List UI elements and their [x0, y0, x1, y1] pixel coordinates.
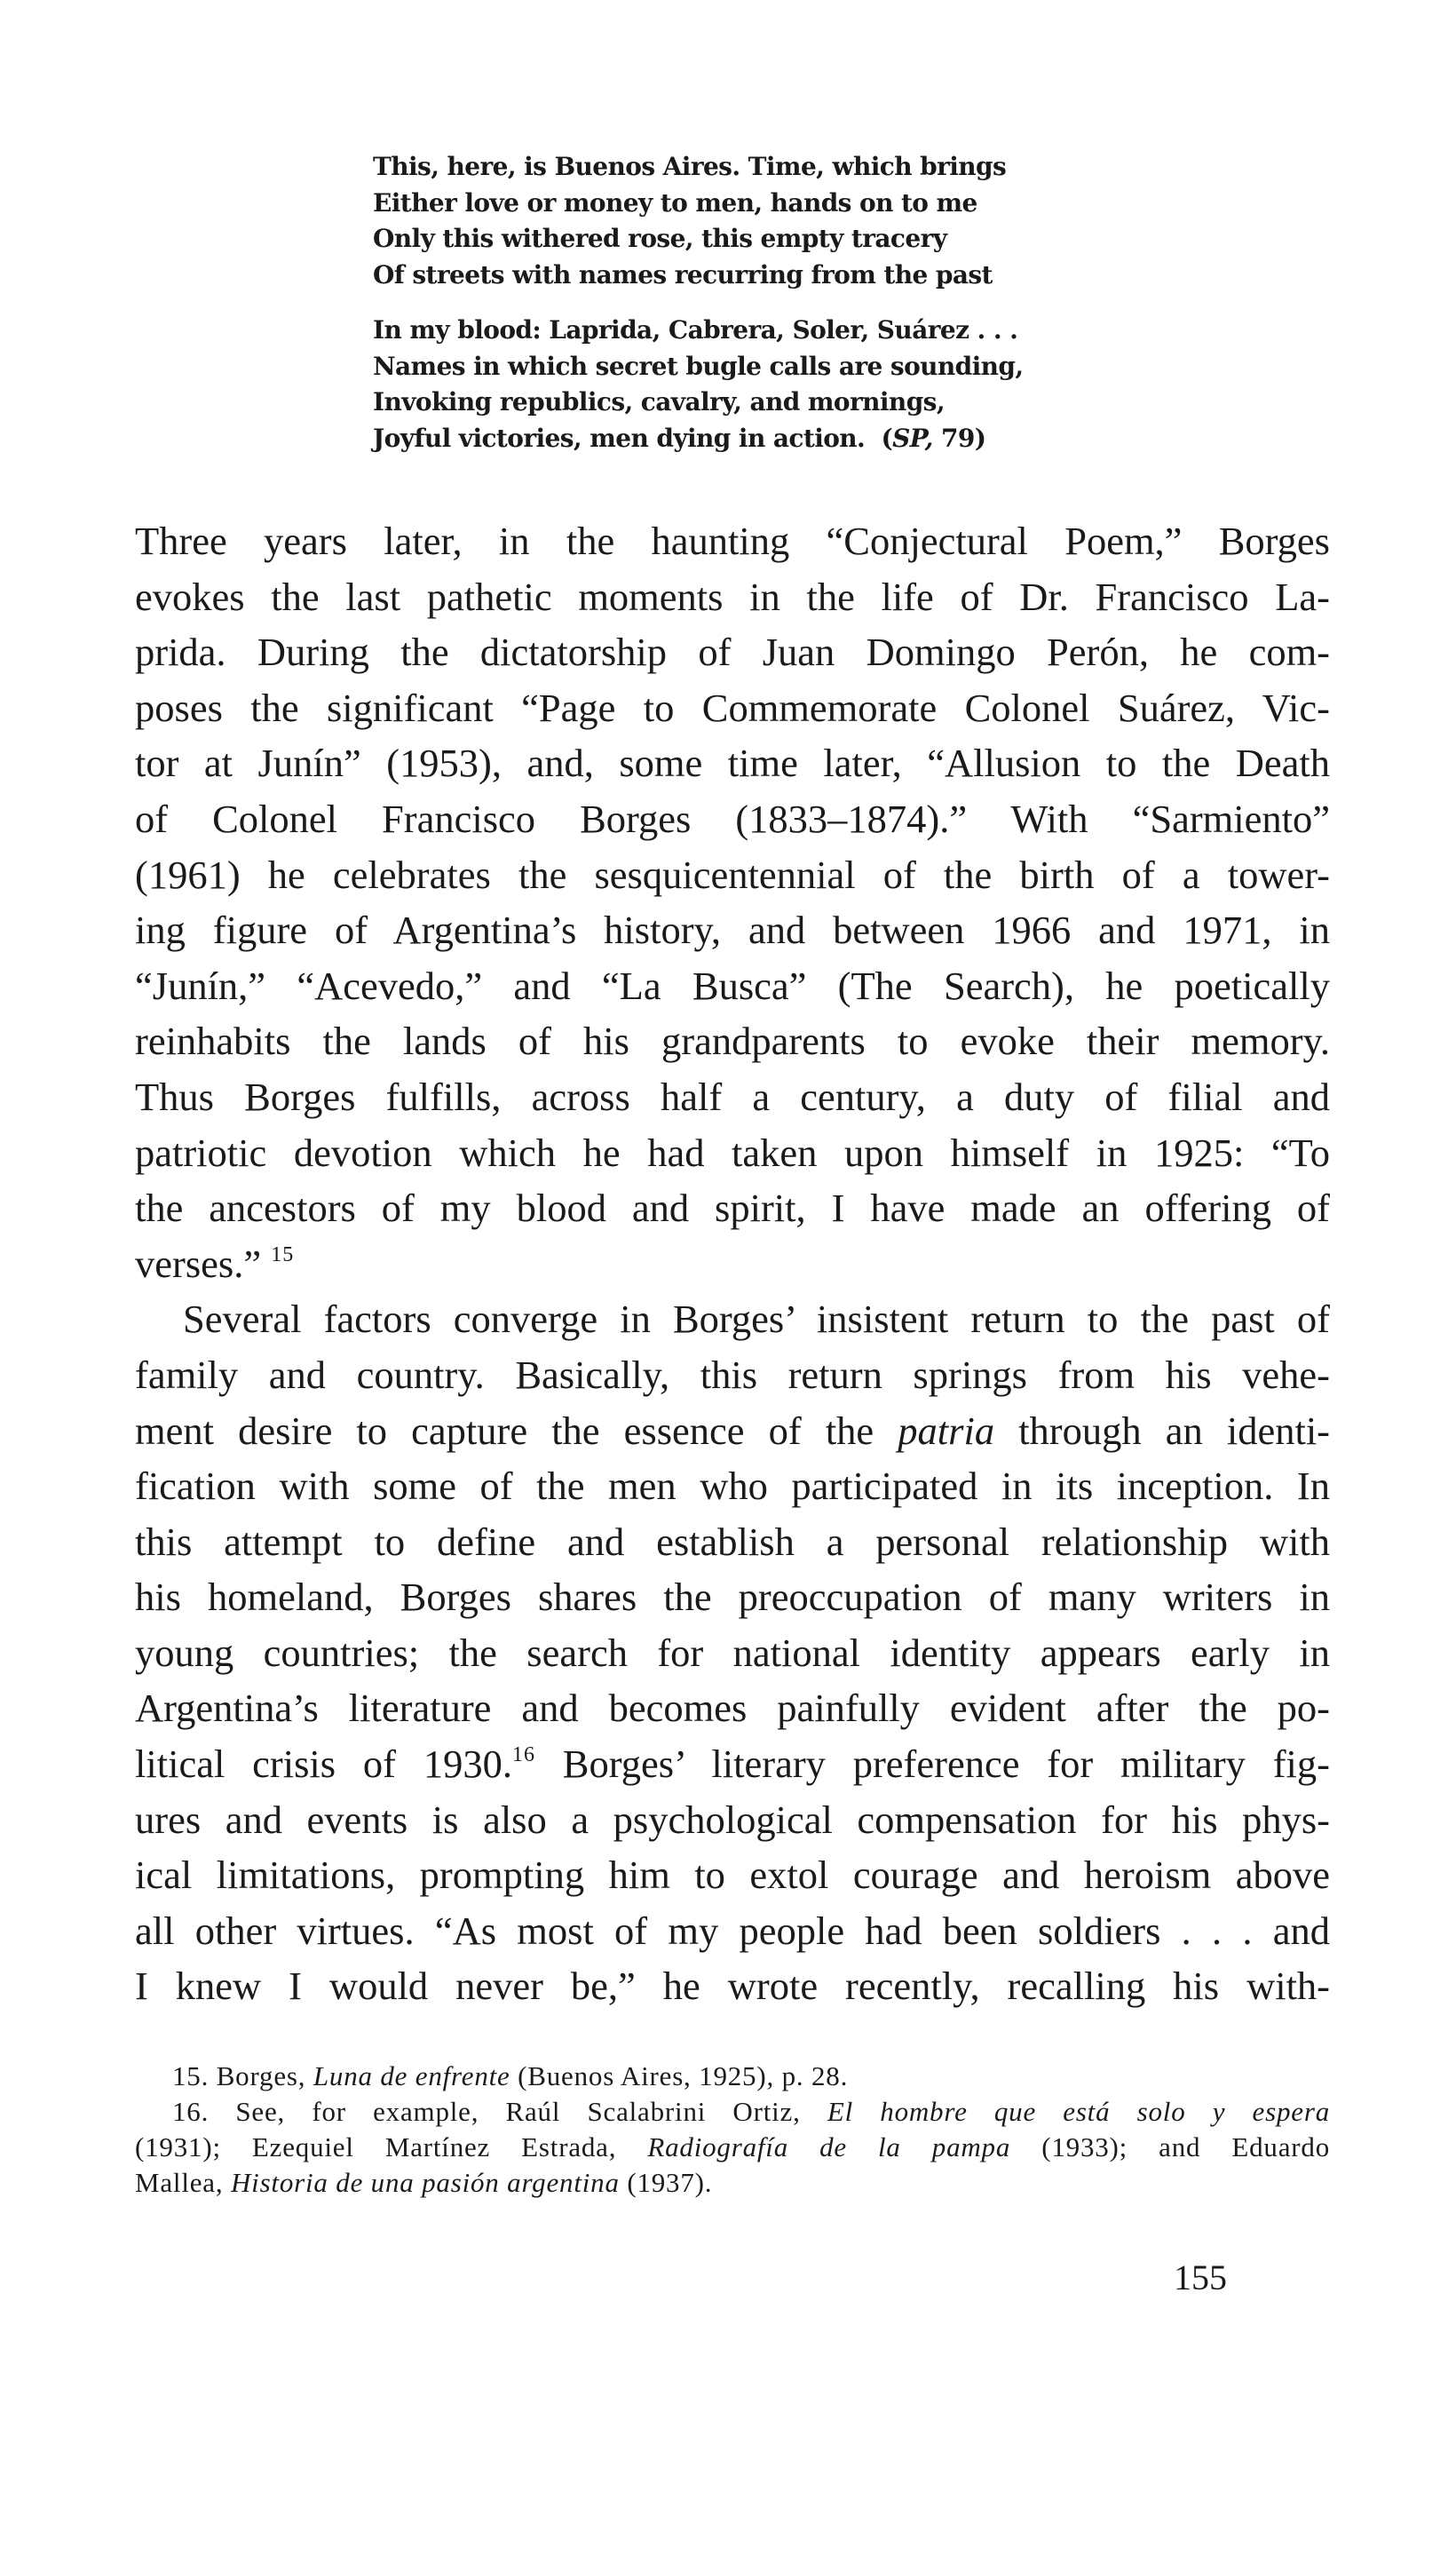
- text-line: Three years later, in the haunting “Conjectural Poem,” Borges: [135, 519, 1330, 563]
- footnote-text: (1933); and Eduardo: [1010, 2131, 1330, 2162]
- text-line: Several factors converge in Borges’ insistent return to the past of: [183, 1297, 1330, 1342]
- text-line: family and country. Basically, this return springs from his vehe-: [135, 1352, 1330, 1397]
- text-fragment: verses.”: [135, 1241, 262, 1286]
- text-fragment: Borges’ literary preference for military fig-: [534, 1742, 1330, 1787]
- footnote-text: 15. Borges,: [172, 2060, 313, 2091]
- poem-stanza-2: [373, 313, 1172, 456]
- poem-line: Only this withered rose, this empty tracery: [373, 224, 947, 253]
- citation-page: 79): [932, 423, 986, 453]
- citation-open: (: [881, 423, 893, 453]
- text-line: (1961) he celebrates the sesquicentennial of the birth of a tower-: [135, 852, 1330, 897]
- text-line: poses the significant “Page to Commemorate Colonel Suárez, Vic-: [135, 685, 1330, 730]
- poem-line: Of streets with names recurring from the past: [373, 259, 993, 290]
- footnote-title: Historia de una pasión argentina: [230, 2167, 620, 2198]
- text-line: this attempt to define and establish a personal relationship with: [135, 1519, 1330, 1564]
- text-line: [135, 1736, 1330, 1792]
- poem-epigraph: [373, 149, 1172, 456]
- footnote-16-line-3: [135, 2165, 1330, 2201]
- footnote-16: [135, 2094, 1330, 2130]
- poem-line: Invoking republics, cavalry, and mornings,: [373, 387, 945, 417]
- poem-line: In my blood: Laprida, Cabrera, Soler, Suárez . . .: [373, 315, 1018, 345]
- text-line: the ancestors of my blood and spirit, I have made an offering of: [135, 1186, 1330, 1231]
- footnotes: [135, 2059, 1330, 2201]
- poem-line: Either love or money to men, hands on to me: [373, 187, 977, 218]
- poem-citation: [882, 424, 986, 453]
- text-line: Argentina’s literature and becomes painfully evident after the po-: [135, 1686, 1330, 1731]
- citation-source: SP,: [892, 423, 933, 453]
- text-fragment: through an identi-: [994, 1408, 1330, 1453]
- text-line: [135, 1236, 1330, 1292]
- footnote-text: Mallea,: [135, 2167, 231, 2198]
- text-line: Thus Borges fulfills, across half a century, a duty of filial and: [135, 1074, 1330, 1119]
- text-line: ical limitations, prompting him to extol courage and heroism above: [135, 1853, 1330, 1898]
- body-text: [135, 513, 1330, 2014]
- text-line: tor at Junín” (1953), and, some time later, “Allusion to the Death: [135, 741, 1330, 786]
- poem-line: Names in which secret bugle calls are sounding,: [373, 351, 1024, 381]
- page-number: 155: [1174, 2258, 1227, 2297]
- footnote-text: (Buenos Aires, 1925), p. 28.: [510, 2060, 849, 2091]
- text-line: of Colonel Francisco Borges (1833–1874).” With “Sarmiento”: [135, 796, 1330, 841]
- text-line: ing figure of Argentina’s history, and between 1966 and 1971, in: [135, 908, 1330, 953]
- footnote-15: [135, 2059, 1330, 2094]
- poem-line-text: Joyful victories, men dying in action.: [373, 423, 866, 453]
- footnote-16-line-2: [135, 2130, 1330, 2165]
- text-line: prida. During the dictatorship of Juan Domingo Perón, he com-: [135, 630, 1330, 675]
- text-line: patriotic devotion which he had taken upon himself in 1925: “To: [135, 1130, 1330, 1175]
- text-line: I knew I would never be,” he wrote recently, recalling his with-: [135, 1964, 1330, 2009]
- paragraph-2: [135, 1291, 1330, 2014]
- poem-line: [373, 421, 1172, 457]
- footnote-text: (1931); Ezequiel Martínez Estrada,: [135, 2131, 648, 2162]
- footnote-title: El hombre que está solo y espera: [827, 2096, 1330, 2127]
- text-line: his homeland, Borges shares the preoccupation of many writers in: [135, 1575, 1330, 1620]
- text-line: evokes the last pathetic moments in the life of Dr. Francisco La-: [135, 574, 1330, 619]
- footnote-title: Luna de enfrente: [313, 2060, 510, 2091]
- text-line: [135, 1403, 1330, 1459]
- text-line: ures and events is also a psychological compensation for his phys-: [135, 1797, 1330, 1842]
- paragraph-1: [135, 513, 1330, 1291]
- text-fragment: litical crisis of 1930.: [135, 1742, 512, 1787]
- footnote-ref-15[interactable]: 15: [271, 1242, 295, 1266]
- poem-line: This, here, is Buenos Aires. Time, which brings: [373, 152, 1007, 181]
- footnote-title: Radiografía de la pampa: [647, 2131, 1011, 2162]
- text-line: fication with some of the men who participated in its inception. In: [135, 1464, 1330, 1509]
- text-fragment: ment desire to capture the essence of the: [135, 1408, 898, 1453]
- text-line: reinhabits the lands of his grandparents to evoke their memory.: [135, 1019, 1330, 1064]
- text-line: “Junín,” “Acevedo,” and “La Busca” (The Search), he poetically: [135, 963, 1330, 1008]
- footnote-text: 16. See, for example, Raúl Scalabrini Ortiz,: [172, 2096, 827, 2127]
- footnote-ref-16[interactable]: 16: [511, 1743, 535, 1767]
- italic-term: patria: [898, 1408, 995, 1453]
- footnote-text: (1937).: [619, 2167, 713, 2198]
- text-line: young countries; the search for national identity appears early in: [135, 1630, 1330, 1675]
- poem-stanza-1: [373, 149, 1172, 293]
- text-line: all other virtues. “As most of my people had been soldiers . . . and: [135, 1908, 1330, 1953]
